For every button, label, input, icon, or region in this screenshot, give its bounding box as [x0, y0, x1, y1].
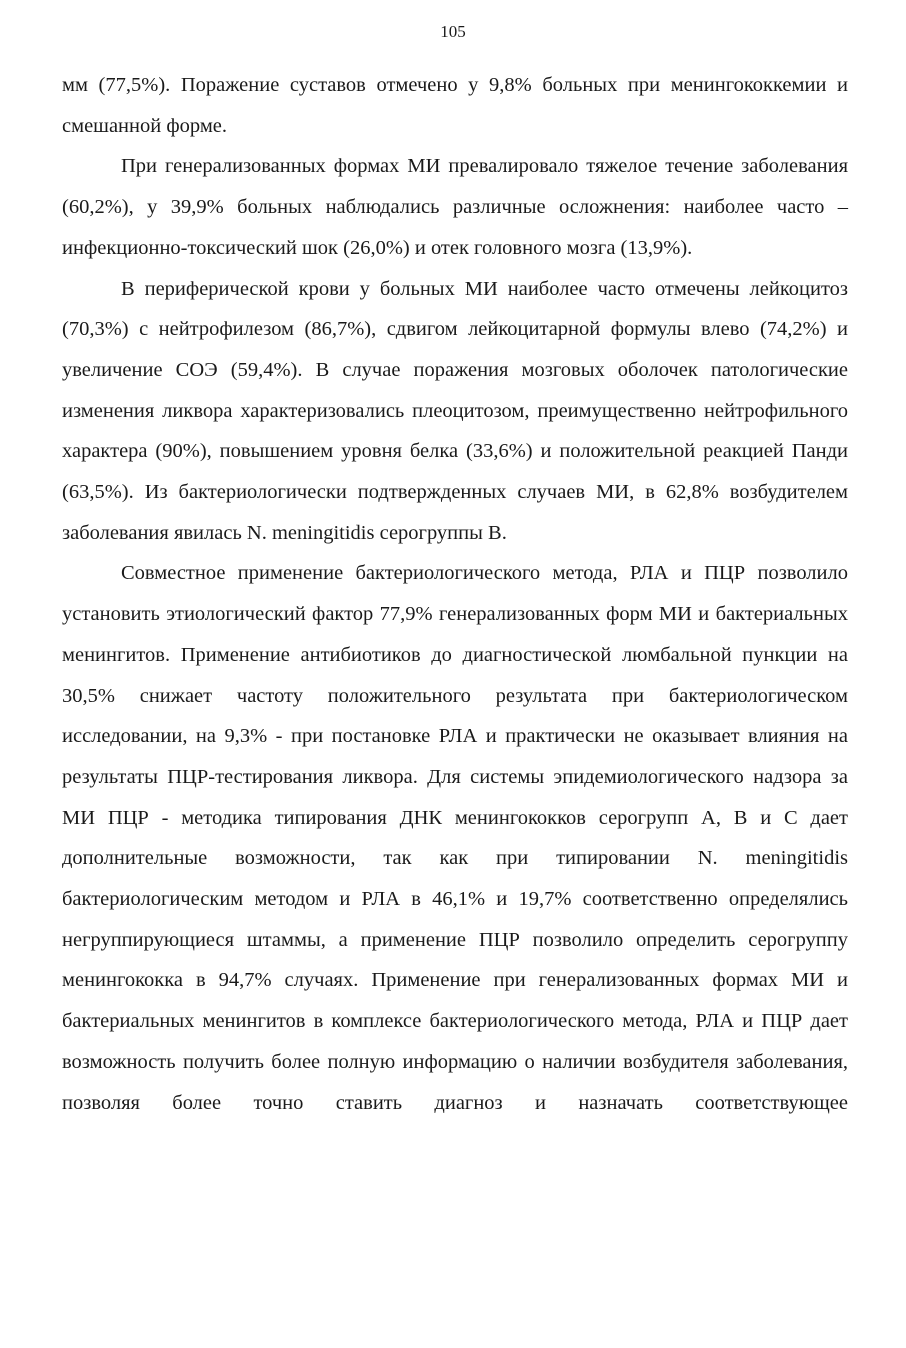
paragraph-blood-findings: В периферической крови у больных МИ наиболее часто отмечены лейкоцитоз (70,3%) с нейтрофилезом (86,7%), сдвигом лейкоцитарной формулы влево (74,2%) и увеличение СОЭ (59,4%). В случае поражения мозговых оболочек патологические изменения ликвора характеризовались плеоцитозом, преимущественно нейтрофильного характера (90%), повышением уровня белка (33,6%) и положительной реакцией Панди (63,5%). Из бактериологически подтвержденных случаев МИ, в 62,8% возбудителем заболевания явилась N. meningitidis серогруппы В. [62, 277, 848, 544]
paragraph-severity: При генерализованных формах МИ превалировало тяжелое течение заболевания (60,2%), у 39,9% больных наблюдались различные осложнения: наиболее часто – инфекционно-токсический шок (26,0%) и отек головного мозга (13,9%). [62, 155, 848, 259]
body-text [62, 65, 848, 1123]
page-number: 105 [440, 22, 466, 41]
paragraph-diagnostics: Совместное применение бактериологического метода, РЛА и ПЦР позволило установить этиологический фактор 77,9% генерализованных форм МИ и бактериальных менингитов. Применение антибиотиков до диагностической люмбальной пункции на 30,5% снижает частоту положительного результата при бактериологическом исследовании, на 9,3% - при постановке РЛА и практически не оказывает влияния на результаты ПЦР-тестирования ликвора. Для системы эпидемиологического надзора за МИ ПЦР - методика типирования ДНК менингококков серогрупп А, В и С дает дополнительные возможности, так как при типировании N. meningitidis бактериологическим методом и РЛА в 46,1% и 19,7% соответственно определялись негруппирующиеся штаммы, а применение ПЦР позволило определить серогруппу менингококка в 94,7% случаях. Применение при генерализованных формах МИ и бактериальных менингитов в комплексе бактериологического метода, РЛА и ПЦР дает возможность получить более полную информацию о наличии возбудителя заболевания, позволяя более точно ставить диагноз и назначать соответствующее [62, 562, 848, 1114]
paragraph-continuation: мм (77,5%). Поражение суставов отмечено у 9,8% больных при менингококкемии и смешанной форме. [62, 74, 848, 137]
